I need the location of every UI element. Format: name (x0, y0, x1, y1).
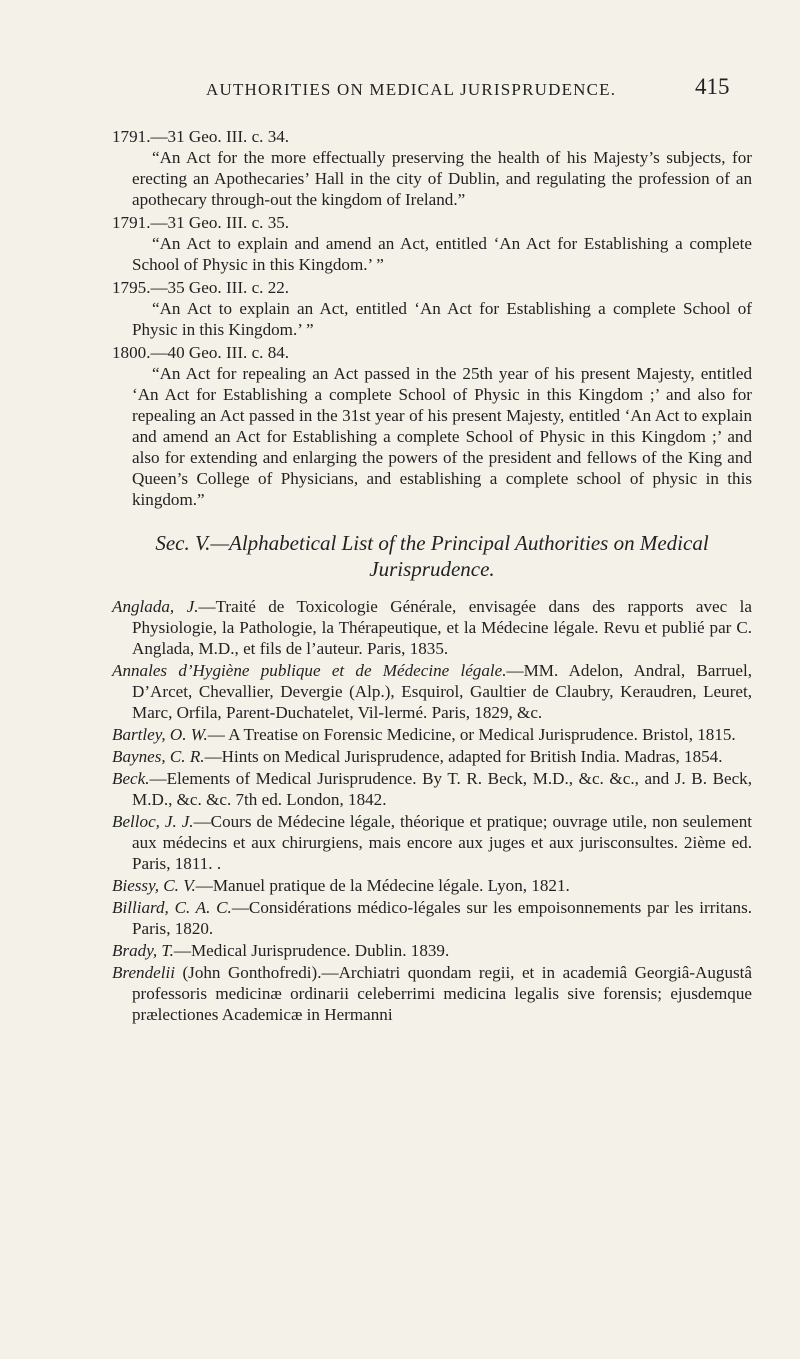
section-heading-line-2: Jurisprudence. (369, 557, 495, 581)
bibliography-entry (112, 962, 752, 1025)
act-text: “An Act for repealing an Act passed in the 25th year of his present Majesty, entitled ‘An Act for Establishing a complete School of Physic in this Kingdom ;’ and also for repealing an Act passed in the 31st year of his present Majesty, entitled ‘An Act to explain and amend an Act for Establishing a complete School of Physic in this Kingdom ;’ and also for extending and enlarging the powers of the president and fellows of the King and Queen’s College of Physicians, and establishing a complete school of physic in this kingdom.” (132, 364, 752, 509)
entry-text: —Elements of Medical Jurisprudence. By T. R. Beck, M.D., &c. &c., and J. B. Beck, M.D., &c. &c. 7th ed. London, 1842. (132, 769, 752, 809)
entry-author: Brady, T. (112, 941, 174, 960)
entry-author: Anglada, J. (112, 597, 199, 616)
entry-author: Beck. (112, 769, 150, 788)
entry-author: Annales d’Hygiène publique et de Médecine légale. (112, 661, 507, 680)
act-citation: 1795.—35 Geo. III. c. 22. (112, 278, 290, 297)
entry-author: Baynes, C. R. (112, 747, 205, 766)
page-content (112, 126, 752, 1026)
act-citation: 1800.—40 Geo. III. c. 84. (112, 343, 290, 362)
bibliography-entry (112, 875, 752, 896)
entry-text: —Cours de Médecine légale, théorique et pratique; ouvrage utile, non seulement aux médecins et aux chirurgiens, mais encore aux juges et aux jurisconsultes. 2ième ed. Paris, 1811. . (132, 812, 752, 873)
section-heading (112, 530, 752, 582)
entry-text: —Traité de Toxicologie Générale, envisagée dans des rapports avec la Physiologie, la Pathologie, la Thérapeutique, et la Médecine légale. Revu et publié par C. Anglada, M.D., et fils de l’auteur. Paris, 1835. (132, 597, 752, 658)
act-entry (112, 277, 752, 340)
act-text: “An Act for the more effectually preserving the health of his Majesty’s subjects, for erecting an Apothecaries’ Hall in the city of Dublin, and regulating the profession of an apothecary through-out the kingdom of Ireland.” (132, 148, 752, 209)
act-citation: 1791.—31 Geo. III. c. 35. (112, 213, 290, 232)
entry-text: —Manuel pratique de la Médecine légale. Lyon, 1821. (195, 876, 570, 895)
entry-text: —MM. Adelon, Andral, Barruel, D’Arcet, Chevallier, Devergie (Alp.), Esquirol, Gaultier de Claubry, Keraudren, Leuret, Marc, Orfila, Parent-Duchatelet, Vil-lermé. Paris, 1829, &c. (132, 661, 752, 722)
entry-author: Belloc, J. J. (112, 812, 194, 831)
entry-author: Billiard, C. A. C. (112, 898, 232, 917)
act-text: “An Act to explain an Act, entitled ‘An Act for Establishing a complete School of Physic in this Kingdom.’ ” (132, 299, 752, 339)
entry-text: —Hints on Medical Jurisprudence, adapted for British India. Madras, 1854. (204, 747, 723, 766)
entry-text: — A Treatise on Forensic Medicine, or Medical Jurisprudence. Bristol, 1815. (207, 725, 736, 744)
entry-author: Biessy, C. V. (112, 876, 196, 895)
act-entry (112, 342, 752, 510)
bibliography-entry (112, 596, 752, 659)
bibliography-entry (112, 746, 752, 767)
entry-text: —Considérations médico-légales sur les empoisonnements par les irritans. Paris, 1820. (132, 898, 752, 938)
running-head (0, 76, 800, 106)
bibliography-entry (112, 897, 752, 939)
bibliography-entry (112, 811, 752, 874)
entry-text: —Medical Jurisprudence. Dublin. 1839. (173, 941, 450, 960)
entry-text: (John Gonthofredi).—Archiatri quondam regii, et in academiâ Georgiâ-Augustâ professoris medicinæ ordinarii celeberrimi medicina legalis sive forensis; ejusdemque prælectiones Academicæ in Hermanni (132, 963, 752, 1024)
act-text: “An Act to explain and amend an Act, entitled ‘An Act for Establishing a complete School of Physic in this Kingdom.’ ” (132, 234, 752, 274)
bibliography-entry (112, 660, 752, 723)
entry-author: Brendelii (112, 963, 175, 982)
bibliography-entry (112, 724, 752, 745)
bibliography-entry (112, 768, 752, 810)
section-heading-line-1: Sec. V.—Alphabetical List of the Principal Authorities on Medical (155, 531, 709, 555)
page-number: 415 (695, 74, 730, 99)
entry-author: Bartley, O. W. (112, 725, 208, 744)
act-entry (112, 212, 752, 275)
act-citation: 1791.—31 Geo. III. c. 34. (112, 127, 290, 146)
running-head-title: AUTHORITIES ON MEDICAL JURISPRUDENCE. (206, 80, 617, 99)
bibliography-entry (112, 940, 752, 961)
act-entry (112, 126, 752, 210)
